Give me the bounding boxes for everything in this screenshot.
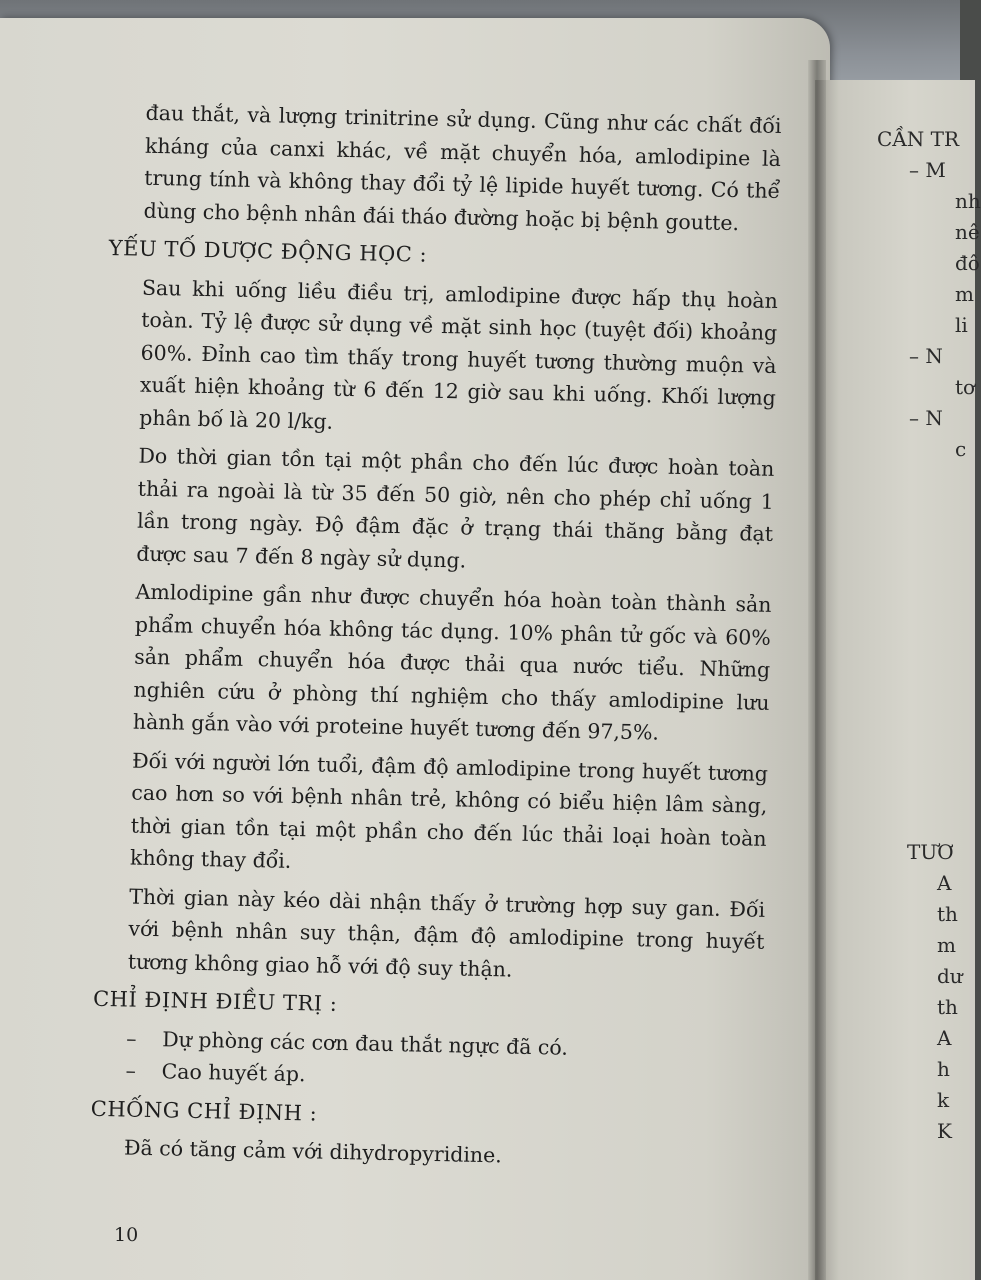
dash-bullet: – (126, 1026, 137, 1051)
right-page-fragment: h (937, 1057, 950, 1081)
right-page-fragment (955, 651, 977, 682)
indication-item-2: Cao huyết áp. (161, 1059, 306, 1087)
page-number: 10 (114, 1224, 139, 1246)
right-page-fragment (955, 744, 977, 775)
right-page-fragment: nê (955, 220, 980, 244)
indication-item-1: Dự phòng các cơn đau thắt ngực đã có. (162, 1026, 569, 1060)
page-content (90, 96, 782, 1183)
right-page-fragment (955, 620, 977, 651)
right-page-fragment (955, 682, 977, 713)
right-page-fragment: A (937, 871, 952, 895)
right-page-fragment (955, 465, 977, 496)
right-page-fragment: m (937, 933, 956, 957)
right-page-text (837, 80, 981, 1147)
right-page-fragment: c (955, 437, 967, 461)
right-page-fragment (955, 713, 977, 744)
right-page-fragment: CẦN TR (877, 127, 960, 151)
right-page-fragment: – N (909, 406, 943, 430)
right-page-fragment: tơ (955, 375, 976, 399)
right-page-fragment (955, 589, 977, 620)
right-page-fragment: th (937, 995, 958, 1019)
heading-indications: CHỈ ĐỊNH ĐIỀU TRỊ : (92, 986, 338, 1016)
pk-paragraph-4: Đối với người lớn tuổi, đậm độ amlodipine trong huyết tương cao hơn so với bệnh nhân trẻ, không có biểu hiện lâm sàng, thời gian tồn tại một phần cho đến lúc thải loại hoàn toàn không thay đổi. (129, 748, 769, 873)
right-page-fragment: th (937, 902, 958, 926)
right-page-fragment: A (937, 1026, 952, 1050)
indications-list (91, 1021, 762, 1100)
right-page-fragment: nh (955, 189, 981, 213)
intro-paragraph: đau thắt, và lượng trinitrine sử dụng. Cũng như các chất đối kháng của canxi khác, về mặt chuyển hóa, amlodipine là trung tính và không thay đổi tỷ lệ lipide huyết tương. Có thể dùng cho bệnh nhân đái tháo đường hoặc bị bệnh goutte. (143, 100, 782, 235)
pk-paragraph-2: Do thời gian tồn tại một phần cho đến lúc được hoàn toàn thải ra ngoài là từ 35 đến 50 giờ, nên cho phép chỉ uống 1 lần trong ngày. Độ đậm đặc ở trạng thái thăng bằng đạt được sau 7 đến 8 ngày sử dụng. (136, 443, 775, 573)
right-page-fragment: đô (955, 251, 980, 275)
right-page-fragment (955, 527, 977, 558)
right-page-fragment: K (937, 1119, 952, 1143)
heading-contraindications: CHỐNG CHỈ ĐỊNH : (90, 1096, 318, 1126)
book-gutter (808, 60, 826, 1280)
pk-paragraph-3: Amlodipine gần như được chuyển hóa hoàn toàn thành sản phẩm chuyển hóa không tác dụng. 10% phân tử gốc và 60% sản phẩm chuyển hóa được thải qua nước tiểu. Những nghiên cứu ở phòng thí nghiệm cho thấy amlodipine lưu hành gắn vào với proteine huyết tương đến 97,5%. (132, 579, 772, 745)
right-page-fragment: li (955, 313, 968, 337)
right-page-fragment: dư (937, 964, 963, 988)
right-page-fragment: k (937, 1088, 950, 1112)
pk-paragraph-1: Sau khi uống liều điều trị, amlodipine được hấp thụ hoàn toàn. Tỷ lệ được sử dụng về mặt sinh học (tuyệt đối) khoảng 60%. Đỉnh cao tìm thấy trong huyết tương thường muộn và xuất hiện khoảng từ 6 đến 12 giờ sau khi uống. Khối lượng phân bố là 20 l/kg. (139, 275, 779, 434)
heading-pharmacokinetics: YẾU TỐ DƯỢC ĐỘNG HỌC : (108, 235, 428, 267)
dash-bullet: – (125, 1058, 137, 1083)
right-page-fragment: – N (909, 344, 943, 368)
right-page-fragment: m (955, 282, 974, 306)
right-page (815, 80, 981, 1280)
pk-paragraph-5: Thời gian này kéo dài nhận thấy ở trường hợp suy gan. Đối với bệnh nhân suy thận, đậm độ amlodipine trong huyết tương không giao hỗ với độ suy thận. (127, 884, 766, 982)
contraindication-paragraph: Đã có tăng cảm với dihydropyridine. (123, 1135, 503, 1168)
right-page-fragment (955, 775, 977, 806)
right-page-fragment (955, 558, 977, 589)
right-page-fragment: TƯƠ (907, 840, 954, 864)
right-page-fragment (955, 496, 977, 527)
right-page-fragment (955, 806, 977, 837)
right-page-fragment: – M (909, 158, 946, 182)
